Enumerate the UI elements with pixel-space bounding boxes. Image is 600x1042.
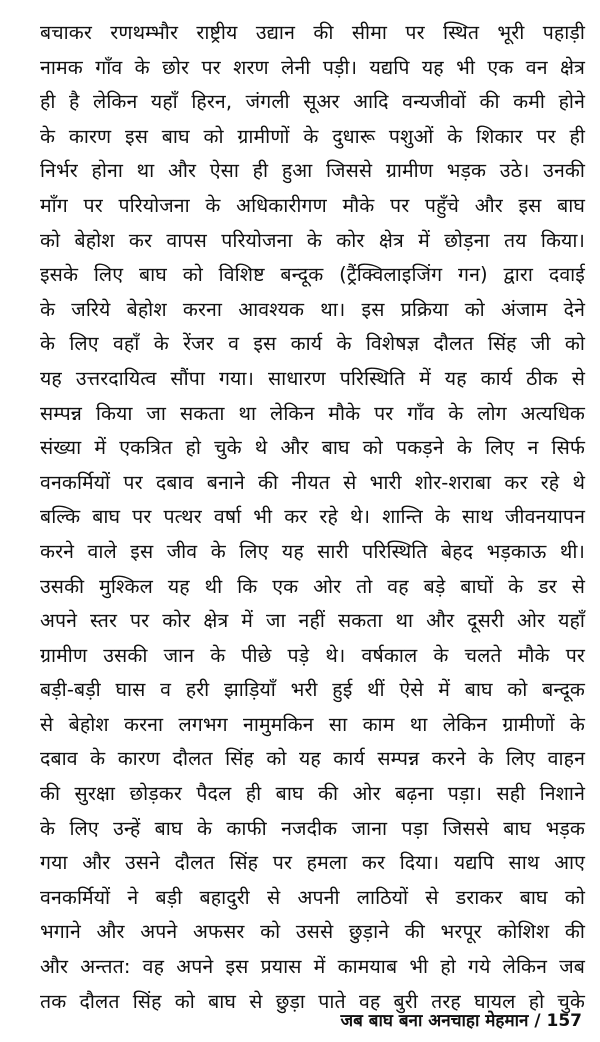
text-line: और अन्तत: वह अपने इस प्रयास में कामयाब भी हो गये लेकिन जब: [40, 955, 585, 979]
text-line: के लिए वहाँ के रेंजर व इस कार्य के विशेषज्ञ दौलत सिंह जी को: [40, 332, 585, 356]
text-line: माँग पर परियोजना के अधिकारीगण मौके पर पहुँचे और इस बाघ: [40, 193, 585, 217]
text-line: अपने स्तर पर कोर क्षेत्र में जा नहीं सकता था और दूसरी ओर यहाँ: [40, 609, 585, 633]
text-line: तक दौलत सिंह को बाघ से छुड़ा पाते वह बुरी तरह घायल हो चुके: [40, 989, 585, 1013]
text-line: वनकर्मियों ने बड़ी बहादुरी से अपनी लाठियों से डराकर बाघ को: [40, 885, 585, 909]
text-line: उसकी मुश्किल यह थी कि एक ओर तो वह बड़े बाघों के डर से: [40, 574, 585, 598]
body-paragraph: [40, 16, 585, 1019]
text-line: के लिए उन्हें बाघ के काफी नजदीक जाना पड़ा जिससे बाघ भड़क: [40, 816, 585, 840]
text-line: बल्कि बाघ पर पत्थर वर्षा भी कर रहे थे। शान्ति के साथ जीवनयापन: [40, 505, 585, 529]
text-line: संख्या में एकत्रित हो चुके थे और बाघ को पकड़ने के लिए न सिर्फ: [40, 436, 585, 460]
text-line: को बेहोश कर वापस परियोजना के कोर क्षेत्र में छोड़ना तय किया।: [40, 228, 585, 252]
text-line: वनकर्मियों पर दबाव बनाने की नीयत से भारी शोर-शराबा कर रहे थे: [40, 470, 585, 494]
text-line: की सुरक्षा छोड़कर पैदल ही बाघ की ओर बढ़ना पड़ा। सही निशाने: [40, 782, 585, 806]
text-line: यह उत्तरदायित्व सौंपा गया। साधारण परिस्थिति में यह कार्य ठीक से: [40, 366, 585, 390]
text-line: सम्पन्न किया जा सकता था लेकिन मौके पर गाँव के लोग अत्यधिक: [40, 401, 585, 425]
text-line: इसके लिए बाघ को विशिष्ट बन्दूक (ट्रैंक्विलाइजिंग गन) द्वारा दवाई: [40, 263, 585, 287]
text-line: ही है लेकिन यहाँ हिरन, जंगली सूअर आदि वन्यजीवों की कमी होने: [40, 90, 585, 114]
text-line: नामक गाँव के छोर पर शरण लेनी पड़ी। यद्यपि यह भी एक वन क्षेत्र: [40, 55, 585, 79]
text-line: के जरिये बेहोश करना आवश्यक था। इस प्रक्रिया को अंजाम देने: [40, 297, 585, 321]
running-footer: जब बाघ बना अनचाहा मेहमान / 157: [340, 1011, 582, 1031]
text-line: बचाकर रणथम्भौर राष्ट्रीय उद्यान की सीमा पर स्थित भूरी पहाड़ी: [40, 21, 585, 44]
text-line: दबाव के कारण दौलत सिंह को यह कार्य सम्पन्न करने के लिए वाहन: [40, 747, 585, 771]
text-line: बड़ी-बड़ी घास व हरी झाड़ियाँ भरी हुई थीं ऐसे में बाघ को बन्दूक: [40, 678, 585, 702]
text-line: के कारण इस बाघ को ग्रामीणों के दुधारू पशुओं के शिकार पर ही: [40, 124, 585, 148]
text-line: से बेहोश करना लगभग नामुमकिन सा काम था लेकिन ग्रामीणों के: [40, 712, 585, 736]
text-line: गया और उसने दौलत सिंह पर हमला कर दिया। यद्यपि साथ आए: [40, 851, 585, 875]
text-line: भगाने और अपने अफसर को उससे छुड़ाने की भरपूर कोशिश की: [40, 920, 585, 944]
text-line: करने वाले इस जीव के लिए यह सारी परिस्थिति बेहद भड़काऊ थी।: [40, 539, 585, 563]
text-line: ग्रामीण उसकी जान के पीछे पड़े थे। वर्षकाल के चलते मौके पर: [40, 643, 585, 667]
text-line: निर्भर होना था और ऐसा ही हुआ जिससे ग्रामीण भड़क उठे। उनकी: [40, 159, 585, 183]
